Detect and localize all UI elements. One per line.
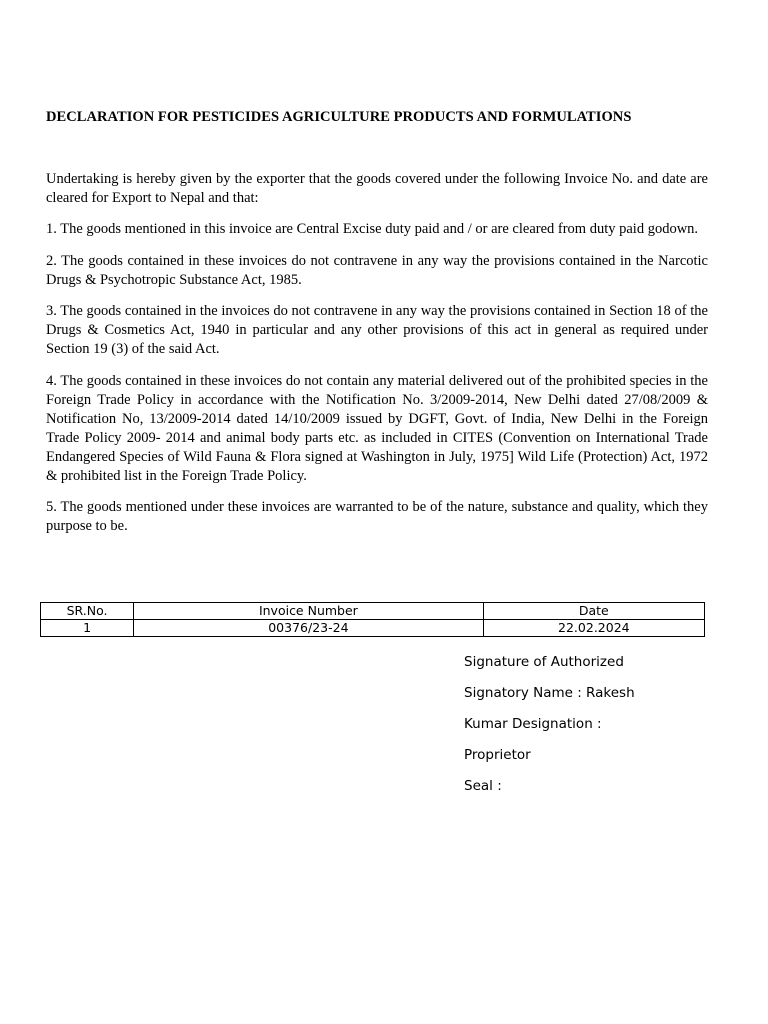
signature-line-4: Proprietor	[464, 747, 531, 763]
header-sr-no: SR.No.	[41, 603, 134, 620]
signature-line-2: Signatory Name : Rakesh	[464, 685, 635, 701]
header-date: Date	[483, 603, 704, 620]
signature-block	[464, 652, 744, 807]
clause-4: 4. The goods contained in these invoices do not contain any material delivered out of the prohibited species in the Foreign Trade Policy in accordance with the Notification No. 3/2009-2014, New Delhi dated 27/08/2009 & Notification No, 13/2009-2014 dated 14/10/2009 issued by DGFT, Govt. of India, New Delhi in the Foreign Trade Policy 2009- 2014 and animal body parts etc. as included in CITES (Convention on International Trade Endangered Species of Wild Fauna & Flora signed at Washington in July, 1975] Wild Life (Protection) Act, 1972 & prohibited list in the Foreign Trade Policy.	[46, 372, 708, 484]
clause-3: 3. The goods contained in the invoices do not contravene in any way the provisions contained in Section 18 of the Drugs & Cosmetics Act, 1940 in particular and any other provisions of this act in general as required under Section 19 (3) of the said Act.	[46, 303, 708, 357]
cell-sr-no: 1	[41, 620, 134, 637]
signature-line-1: Signature of Authorized	[464, 654, 624, 670]
signature-line-3: Kumar Designation :	[464, 716, 602, 732]
table-header-row	[41, 603, 705, 620]
cell-invoice-number: 00376/23-24	[134, 620, 484, 637]
signature-line-5: Seal :	[464, 778, 502, 794]
cell-date: 22.02.2024	[483, 620, 704, 637]
document-title: DECLARATION FOR PESTICIDES AGRICULTURE PRODUCTS AND FORMULATIONS	[46, 109, 632, 125]
table-row	[41, 620, 705, 637]
header-invoice-number: Invoice Number	[134, 603, 484, 620]
undertaking-intro: Undertaking is hereby given by the exporter that the goods covered under the following Invoice No. and date are cleared for Export to Nepal and that:	[46, 171, 708, 206]
declaration-body	[46, 170, 708, 549]
invoice-table	[40, 602, 705, 637]
clause-2: 2. The goods contained in these invoices do not contravene in any way the provisions contained in the Narcotic Drugs & Psychotropic Substance Act, 1985.	[46, 252, 708, 288]
clause-1: 1. The goods mentioned in this invoice are Central Excise duty paid and / or are cleared from duty paid godown.	[46, 221, 699, 237]
clause-5: 5. The goods mentioned under these invoices are warranted to be of the nature, substance and quality, which they purpose to be.	[46, 499, 708, 534]
